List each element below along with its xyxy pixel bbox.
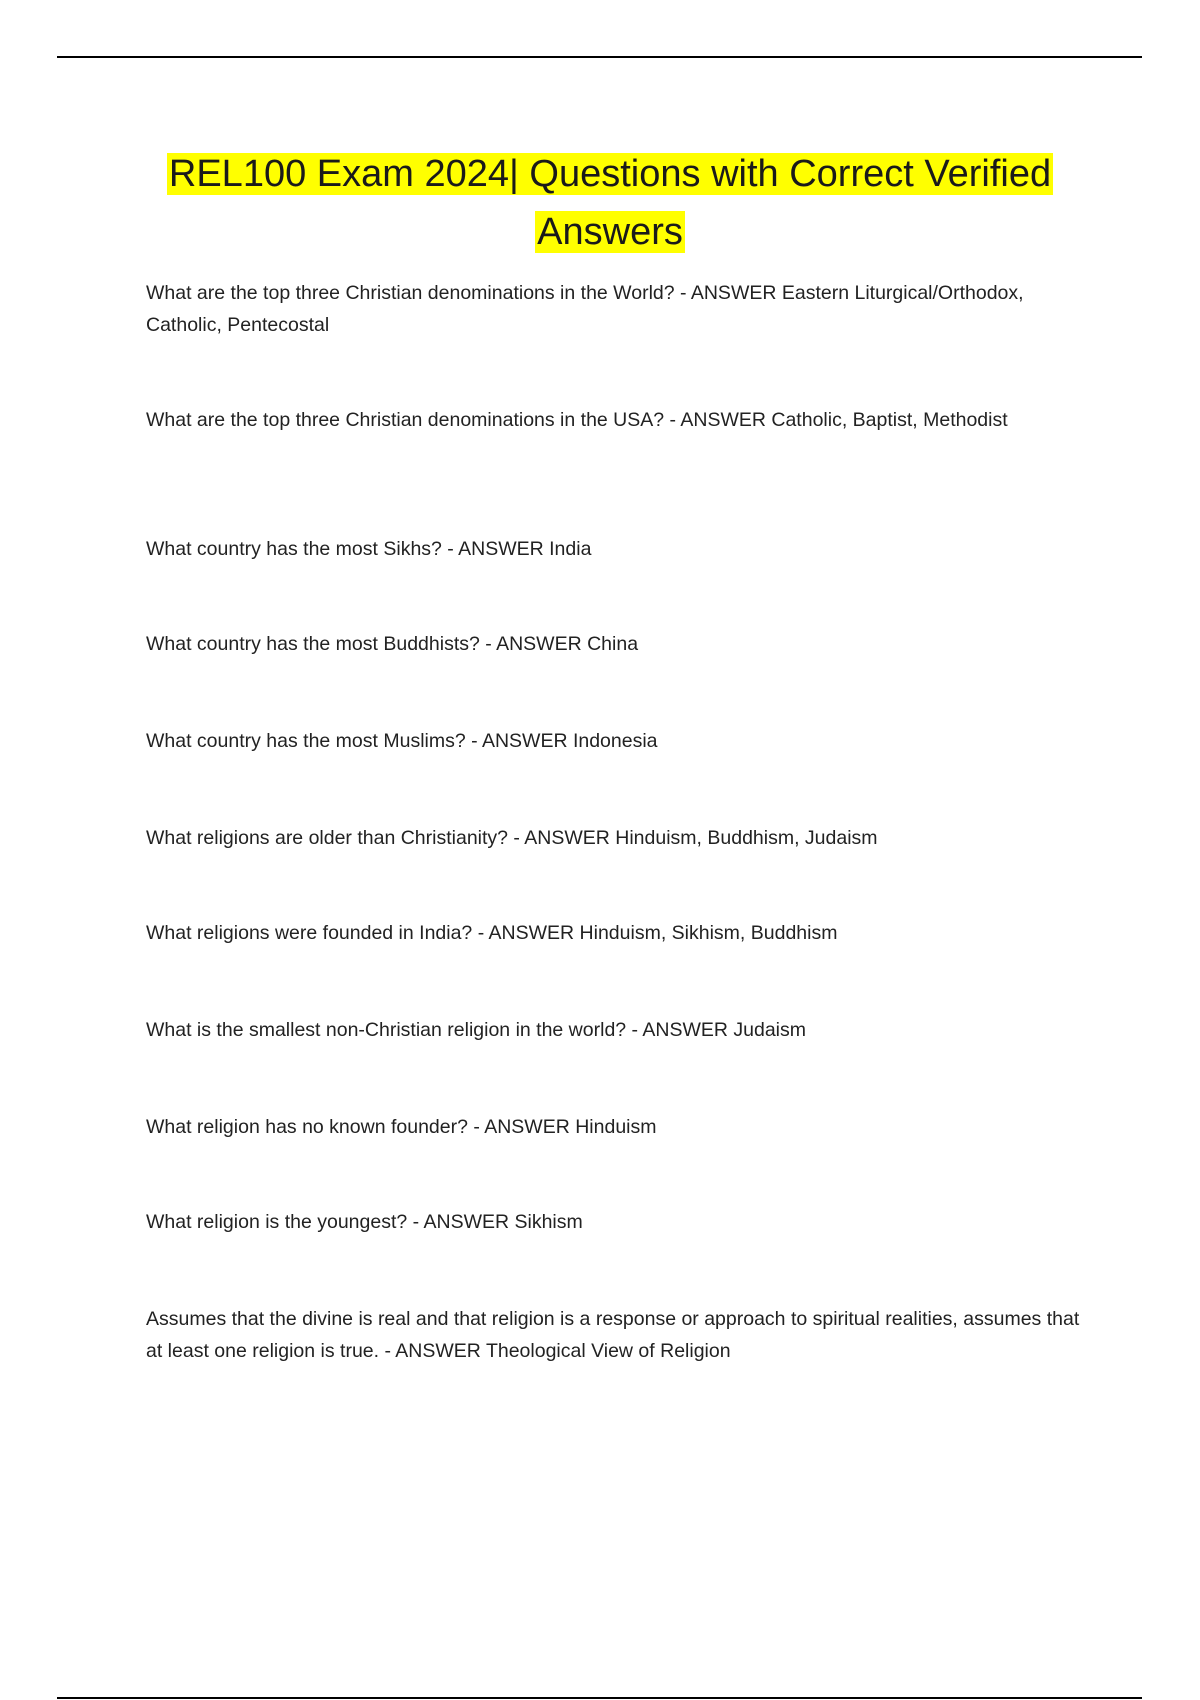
qa-item: What religions were founded in India? - ANSWER Hinduism, Sikhism, Buddhism	[146, 922, 838, 944]
qa-item: What are the top three Christian denominations in the USA? - ANSWER Catholic, Baptist, Methodist	[146, 409, 1008, 431]
qa-item: What country has the most Sikhs? - ANSWER India	[146, 538, 592, 560]
qa-item: What religion is the youngest? - ANSWER Sikhism	[146, 1211, 583, 1233]
page-title	[110, 145, 1110, 261]
qa-item: What country has the most Buddhists? - ANSWER China	[146, 633, 639, 655]
qa-item: Assumes that the divine is real and that religion is a response or approach to spiritual realities, assumes that at least one religion is true. - ANSWER Theological View of Religion	[146, 1308, 1080, 1362]
qa-item: What country has the most Muslims? - ANSWER Indonesia	[146, 730, 658, 752]
title-highlight: REL100 Exam 2024| Questions with Correct Verified Answers	[168, 153, 1052, 253]
qa-item: What are the top three Christian denominations in the World? - ANSWER Eastern Liturgical/Orthodox, Catholic, Pentecostal	[146, 282, 1024, 336]
header-rule	[57, 56, 1142, 58]
qa-item: What religions are older than Christianity? - ANSWER Hinduism, Buddhism, Judaism	[146, 827, 878, 849]
footer-rule	[57, 1697, 1142, 1699]
qa-item: What religion has no known founder? - ANSWER Hinduism	[146, 1116, 657, 1138]
qa-item: What is the smallest non-Christian religion in the world? - ANSWER Judaism	[146, 1019, 807, 1041]
